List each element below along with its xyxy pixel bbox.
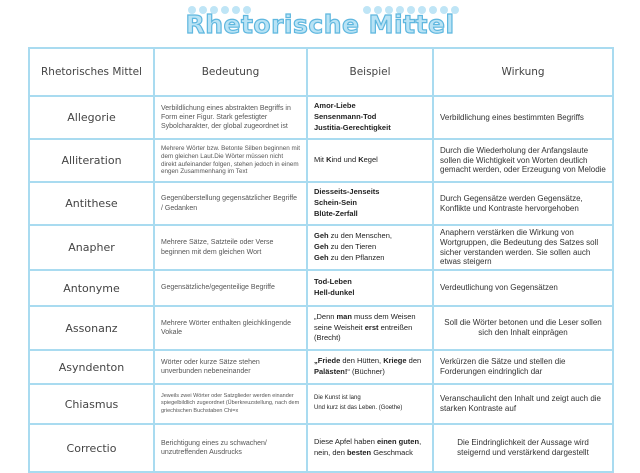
example-text: „Denn [314, 311, 337, 321]
example-cell [307, 350, 433, 384]
term-cell: Alliteration [29, 139, 154, 182]
example-text: egel [363, 155, 378, 165]
example-emphasis: erst [364, 322, 379, 332]
example-text: muss dem Weisen seine Weisheit [314, 311, 416, 332]
term-cell: Chiasmus [29, 384, 154, 424]
example-line: Justitia-Gerechtigkeit [314, 122, 391, 132]
term-cell: Antonyme [29, 270, 154, 306]
example-emphasis: Palästen! [314, 367, 348, 376]
example-text: den [406, 356, 422, 366]
example-emphasis: Kriege [383, 356, 407, 366]
example-line: Schein-Sein [314, 198, 357, 208]
example-emphasis: K [358, 155, 364, 165]
example-cell [307, 96, 433, 139]
table-row [29, 384, 613, 424]
example-line [314, 242, 426, 253]
example-line: Und kurz ist das Leben. (Goethe) [314, 405, 403, 411]
table-row [29, 182, 613, 225]
definition-cell: Jeweils zwei Wörter oder Satzglieder werden einander spiegelbildlich zugeordnet (Überkreuzstellung, nach dem griechischen Buchstaben Chi=x [154, 384, 307, 424]
effect-cell: Verkürzen die Sätze und stellen die Forderungen eindringlich dar [433, 350, 613, 384]
definition-cell: Gegenüberstellung gegensätzlicher Begriffe / Gedanken [154, 182, 307, 225]
header-beispiel: Beispiel [307, 48, 433, 96]
table-row [29, 139, 613, 182]
example-emphasis: Geh [314, 242, 329, 252]
example-text: zu den Pflanzen [328, 252, 385, 262]
example-cell [307, 182, 433, 225]
example-cell [307, 225, 433, 270]
table-header-row [29, 48, 613, 96]
effect-cell: Durch Gegensätze werden Gegensätze, Konflikte und Kontraste hervorgehoben [433, 182, 613, 225]
term-cell: Antithese [29, 182, 154, 225]
effect-cell: Die Eindringlichkeit der Aussage wird steigernd und verstärkend dargestellt [433, 424, 613, 472]
example-line: Blüte-Zerfall [314, 208, 358, 218]
definition-cell: Wörter oder kurze Sätze stehen unverbunden nebeneinander [154, 350, 307, 384]
term-cell: Anapher [29, 225, 154, 270]
header-rhetorisches-mittel: Rhetorisches Mittel [29, 48, 154, 96]
example-emphasis: Geh [314, 231, 329, 241]
example-line: Die Kunst ist lang [314, 395, 361, 402]
example-text: entreißen (Brecht) [314, 322, 413, 343]
example-line: Diesseits-Jenseits [314, 187, 380, 197]
term-cell: Allegorie [29, 96, 154, 139]
effect-cell: Anaphern verstärken die Wirkung von Wortgruppen, die Bedeutung des Satzes soll sicher verstanden werden. Sie sollen auch etwas steigern [433, 225, 613, 270]
table-row [29, 270, 613, 306]
example-emphasis: besten [346, 448, 372, 457]
example-cell [307, 270, 433, 306]
table-row [29, 225, 613, 270]
example-cell [307, 306, 433, 350]
example-emphasis: K [326, 155, 332, 165]
example-text: zu den Tieren [328, 242, 377, 252]
definition-cell: Mehrere Sätze, Satzteile oder Verse beginnen mit dem gleichen Wort [154, 225, 307, 270]
definition-cell: Gegensätzliche/gegenteilige Begriffe [154, 270, 307, 306]
definition-cell: Berichtigung eines zu schwachen/ unzutreffenden Ausdrucks [154, 424, 307, 472]
definition-cell: Verbildlichung eines abstrakten Begriffs in Form einer Figur. Stark gefestigter Sybolcharakter, der global zugeordnet ist [154, 96, 307, 139]
table-row [29, 350, 613, 384]
example-text: Mit [314, 155, 327, 165]
example-emphasis: Geh [314, 252, 329, 262]
example-emphasis: „Friede [314, 356, 341, 366]
effect-cell: Verbildlichung eines bestimmten Begriffs [433, 96, 613, 139]
header-bedeutung: Bedeutung [154, 48, 307, 96]
term-cell: Asyndenton [29, 350, 154, 384]
example-line: Tod-Leben [314, 277, 352, 287]
example-text: den Hütten, [340, 356, 384, 366]
effect-cell: Veranschaulicht den Inhalt und zeigt auch die starken Kontraste auf [433, 384, 613, 424]
effect-cell: Durch die Wiederholung der Anfangslaute sollen die Wichtigkeit von Worten deutlich gemacht werden, oder Erzeugung von Melodie [433, 139, 613, 182]
example-cell [307, 424, 433, 472]
example-text: Geschmack [371, 448, 413, 457]
example-text: zu den Menschen, [328, 231, 392, 241]
table-row [29, 96, 613, 139]
example-line: Sensenmann-Tod [314, 112, 377, 122]
definition-cell: Mehrere Wörter enthalten gleichklingende Vokale [154, 306, 307, 350]
example-line [314, 231, 426, 242]
example-text: “ (Büchner) [347, 367, 385, 376]
example-emphasis: einen guten [376, 437, 420, 447]
example-line: Hell-dunkel [314, 288, 355, 297]
example-cell [307, 139, 433, 182]
rhetoric-table [28, 47, 614, 473]
header-wirkung: Wirkung [433, 48, 613, 96]
term-cell: Correctio [29, 424, 154, 472]
table-row [29, 306, 613, 350]
term-cell: Assonanz [29, 306, 154, 350]
example-text: , nein, den [314, 437, 422, 457]
example-line [314, 253, 426, 264]
effect-cell: Verdeutlichung von Gegensätzen [433, 270, 613, 306]
example-line: Amor-Liebe [314, 101, 356, 111]
title-banner [0, 4, 640, 44]
table-row [29, 424, 613, 472]
example-text: Diese Apfel haben [314, 437, 377, 447]
example-text: ind und [331, 155, 359, 165]
effect-cell: Soll die Wörter betonen und die Leser sollen sich den Inhalt einprägen [433, 306, 613, 350]
example-emphasis: man [336, 311, 352, 321]
page-title: Rhetorische Mittel [185, 10, 455, 39]
example-cell [307, 384, 433, 424]
definition-cell: Mehrere Wörter bzw. Betonte Silben beginnen mit dem gleichen Laut.Die Wörter müssen nicht direkt aufeinander folgen, stehen jedoch in einem engen Zusammenhang im Text [154, 139, 307, 182]
